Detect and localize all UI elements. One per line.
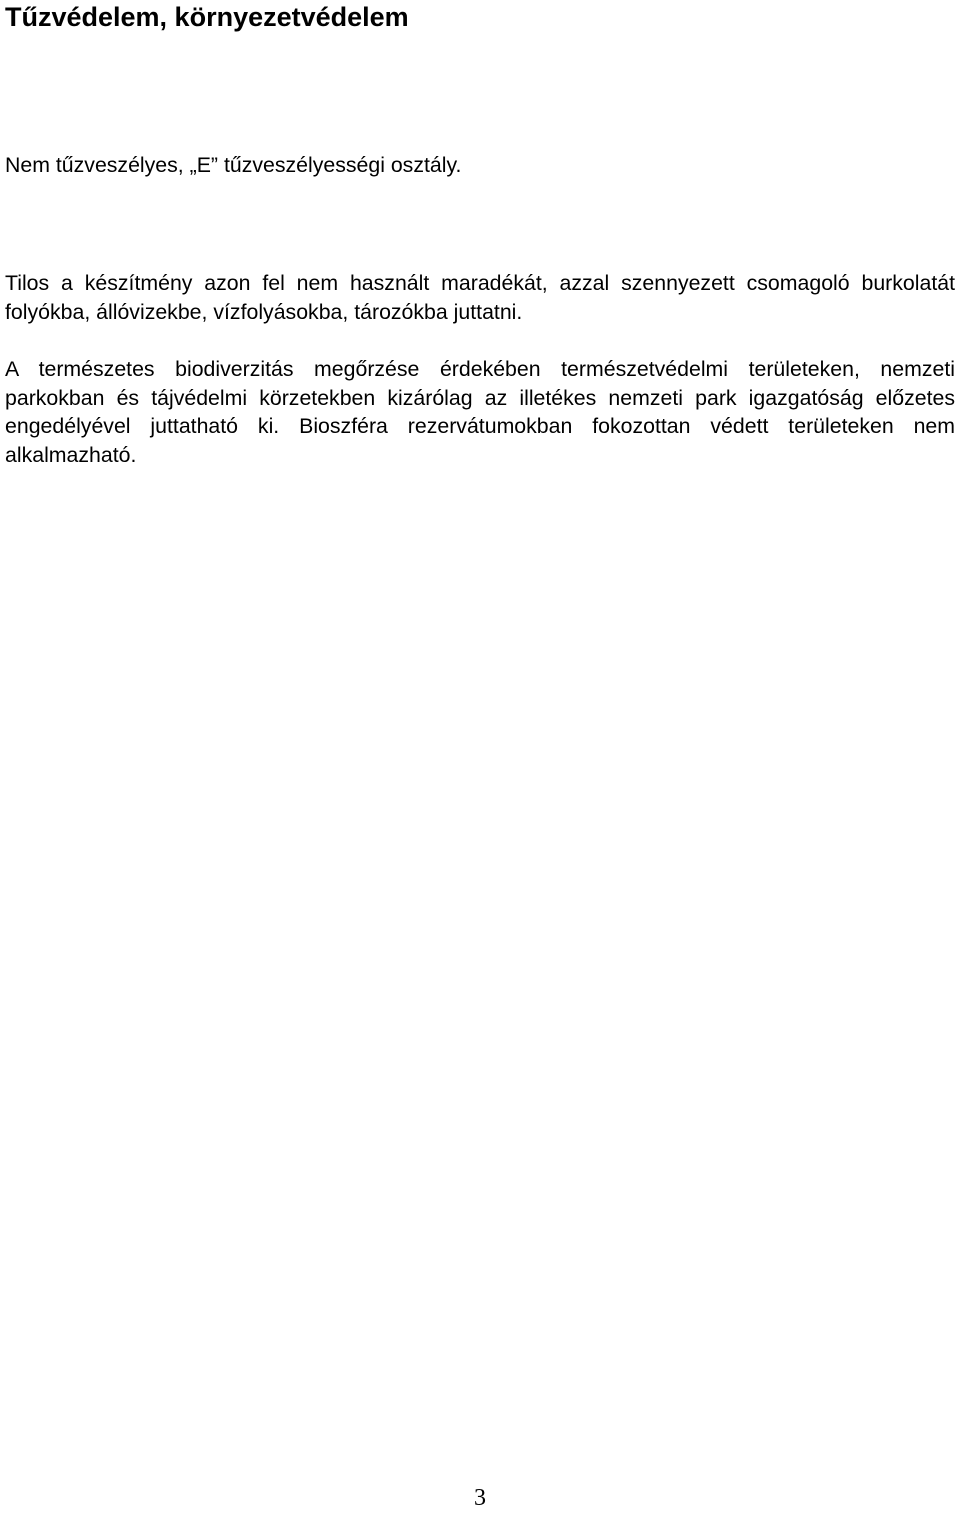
fire-class-paragraph: Nem tűzveszélyes, „E” tűzveszélyességi osztály. bbox=[5, 153, 462, 177]
disposal-paragraph: Tilos a készítmény azon fel nem használt maradékát, azzal szennyezett csomagoló burkolatát folyókba, állóvizekbe, vízfolyásokba, tározókba juttatni. bbox=[5, 271, 955, 324]
section-heading: Tűzvédelem, környezetvédelem bbox=[5, 2, 409, 32]
page-number: 3 bbox=[474, 1485, 486, 1511]
biodiversity-paragraph: A természetes biodiverzitás megőrzése érdekében természetvédelmi területeken, nemzeti parkokban és tájvédelmi körzetekben kizárólag az illetékes nemzeti park igazgatóság előzetes engedélyével juttatható ki. Bioszféra rezervátumokban fokozottan védett területeken nem alkalmazható. bbox=[5, 357, 955, 467]
